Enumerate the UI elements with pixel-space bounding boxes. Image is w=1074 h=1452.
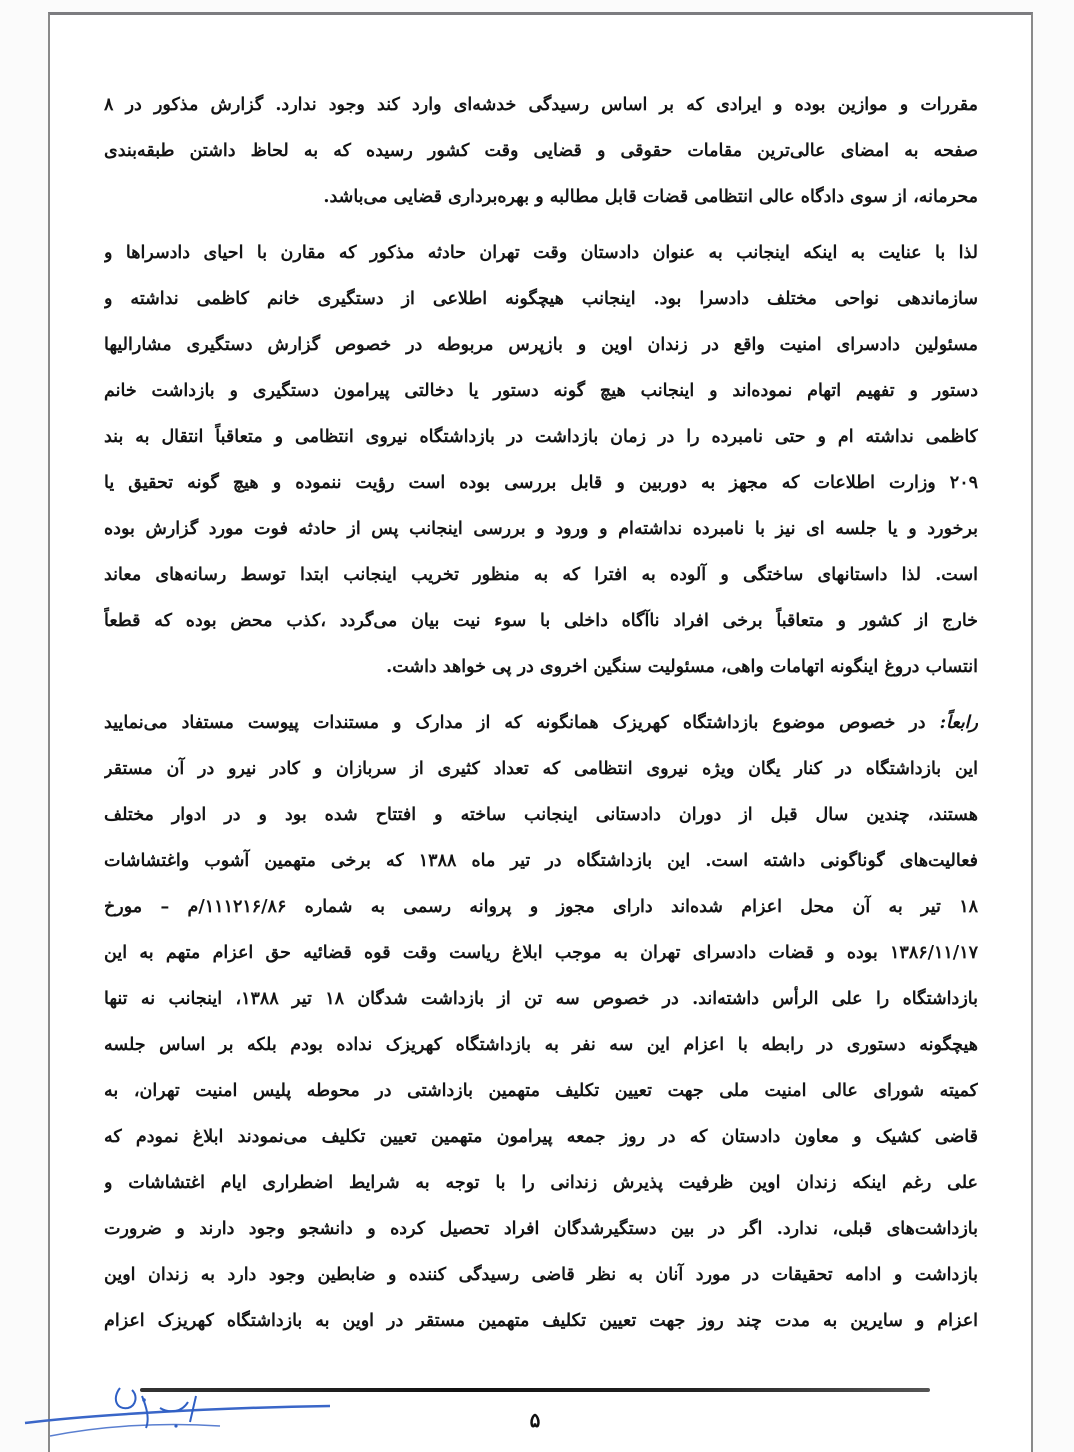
text-line: صفحه به امضای عالی‌ترین مقامات حقوقی و قضایی وقت کشور رسیده که به لحاظ داشتن طبقه‌بندی	[104, 141, 978, 161]
text-line: هستند، چندین سال قبل از دوران دادستانی اینجانب ساخته و افتتاح شده بود و در ادوار مختلف	[104, 805, 978, 825]
text-line: بازداشت و ادامه تحقیقات در مورد آنان به نظر قاضی رسیدگی کننده و ضابطین وجود دارد به زندان اوین	[104, 1265, 978, 1285]
text-line: علی رغم اینکه زندان اوین ظرفیت پذیرش زندانی را با توجه به شرایط اضطراری ایام اغتشاشات و	[104, 1173, 978, 1193]
text-line: ۱۳۸۶/۱۱/۱۷ بوده و قضات دادسرای تهران به موجب ابلاغ ریاست وقت قوه قضائیه حق اعزام متهم به این	[104, 943, 978, 963]
text-line: انتساب دروغ اینگونه اتهامات واهی، مسئولیت سنگین اخروی در پی خواهد داشت.	[386, 657, 978, 677]
text-line: فعالیت‌های گوناگونی داشته است. این بازداشتگاه در تیر ماه ۱۳۸۸ که برخی متهمین آشوب واغتشاشات	[104, 851, 978, 871]
text-line: سازماندهی نواحی مختلف دادسرا بود. اینجانب هیچگونه اطلاعی از دستگیری خانم کاظمی نداشته و	[104, 289, 978, 309]
text-line: این بازداشتگاه در کنار یگان ویژه نیروی انتظامی که تعداد کثیری از سربازان و کادر نیرو در آن مستقر	[104, 759, 978, 779]
section-lead: رابعاً:	[939, 713, 978, 733]
text-line: اعزام و سایرین به مدت چند روز جهت تعیین تکلیف متهمین مستقر در اوین به بازداشتگاه کهریزک اعزام	[104, 1311, 978, 1331]
text-line: ۲۰۹ وزارت اطلاعات که مجهز به دوربین و قابل بررسی بوده است رؤیت ننموده و هیچ گونه تحقیق یا	[104, 473, 978, 493]
text-line: برخورد و یا جلسه ای نیز با نامبرده نداشته‌ام و ورود و بررسی اینجانب پس از حادثه فوت مورد گزارش بوده	[104, 519, 978, 539]
paragraph-2	[104, 230, 978, 690]
text-line-rest: در خصوص موضوع بازداشتگاه کهریزک همانگونه که از مدارک و مستندات پیوست مستفاد می‌نمایید	[104, 713, 940, 733]
text-line: خارج از کشور و متعاقباً برخی افراد ناآگاه داخلی با سوء نیت بیان می‌گردد ،کذب محض بوده که قطعاً	[104, 611, 978, 631]
text-line: قاضی کشیک و معاون دادستان که در روز جمعه پیرامون متهمین تعیین تکلیف می‌نمودند ابلاغ نمودم که	[104, 1127, 978, 1147]
text-line: کاظمی نداشته ام و حتی نامبرده را در زمان بازداشت در بازداشتگاه نیروی انتظامی و متعاقباً انتقال به بند	[104, 427, 978, 447]
document-body	[104, 82, 978, 1344]
text-line: بازداشتگاه را علی الرأس داشته‌اند. در خصوص سه تن از بازداشت شدگان ۱۸ تیر ۱۳۸۸، اینجانب نه تنها	[104, 989, 978, 1009]
page-number: ۵	[529, 1408, 541, 1432]
text-line: دستور و تفهیم اتهام نموده‌اند و اینجانب هیچ گونه دستور یا دخالتی پیرامون دستگیری و بازداشت خانم	[104, 381, 978, 401]
text-line: مسئولین دادسرای امنیت واقع در زندان اوین و بازپرس مربوطه در خصوص گزارش دستگیری مشارالیها	[104, 335, 978, 355]
text-line: بازداشت‌های قبلی، ندارد. اگر در بین دستگیرشدگان افراد تحصیل کرده و دانشجو وجود دارند و ضرورت	[104, 1219, 978, 1239]
paragraph-1	[104, 82, 978, 220]
text-line: ۱۸ تیر به آن محل اعزام شده‌اند دارای مجوز و پروانه رسمی به شماره ۱۱۱۲۱۶/۸۶/م – مورخ	[104, 897, 978, 917]
signature-icon	[20, 1378, 340, 1440]
text-line: است. لذا داستانهای ساختگی و آلوده به افترا که به منظور تخریب اینجانب ابتدا توسط رسانه‌های معاند	[104, 565, 978, 585]
text-line: لذا با عنایت به اینکه اینجانب به عنوان دادستان وقت تهران حادثه مذکور که مقارن با احیای دادسراها و	[104, 243, 978, 263]
text-line: کمیته شورای عالی امنیت ملی جهت تعیین تکلیف متهمین بازداشتی در محوطه پلیس امنیت تهران، به	[104, 1081, 978, 1101]
text-line	[104, 700, 978, 746]
text-line: محرمانه، از سوی دادگاه عالی انتظامی قضات قابل مطالبه و بهره‌برداری قضایی می‌باشد.	[323, 187, 978, 207]
text-line: مقررات و موازین بوده و ایرادی که بر اساس رسیدگی خدشه‌ای وارد کند وجود ندارد. گزارش مذکور در ۸	[104, 95, 978, 115]
text-line: هیچگونه دستوری در رابطه با اعزام این سه نفر به بازداشتگاه کهریزک نداده بودم بلکه بر اساس جلسه	[104, 1035, 978, 1055]
paragraph-3	[104, 700, 978, 1344]
